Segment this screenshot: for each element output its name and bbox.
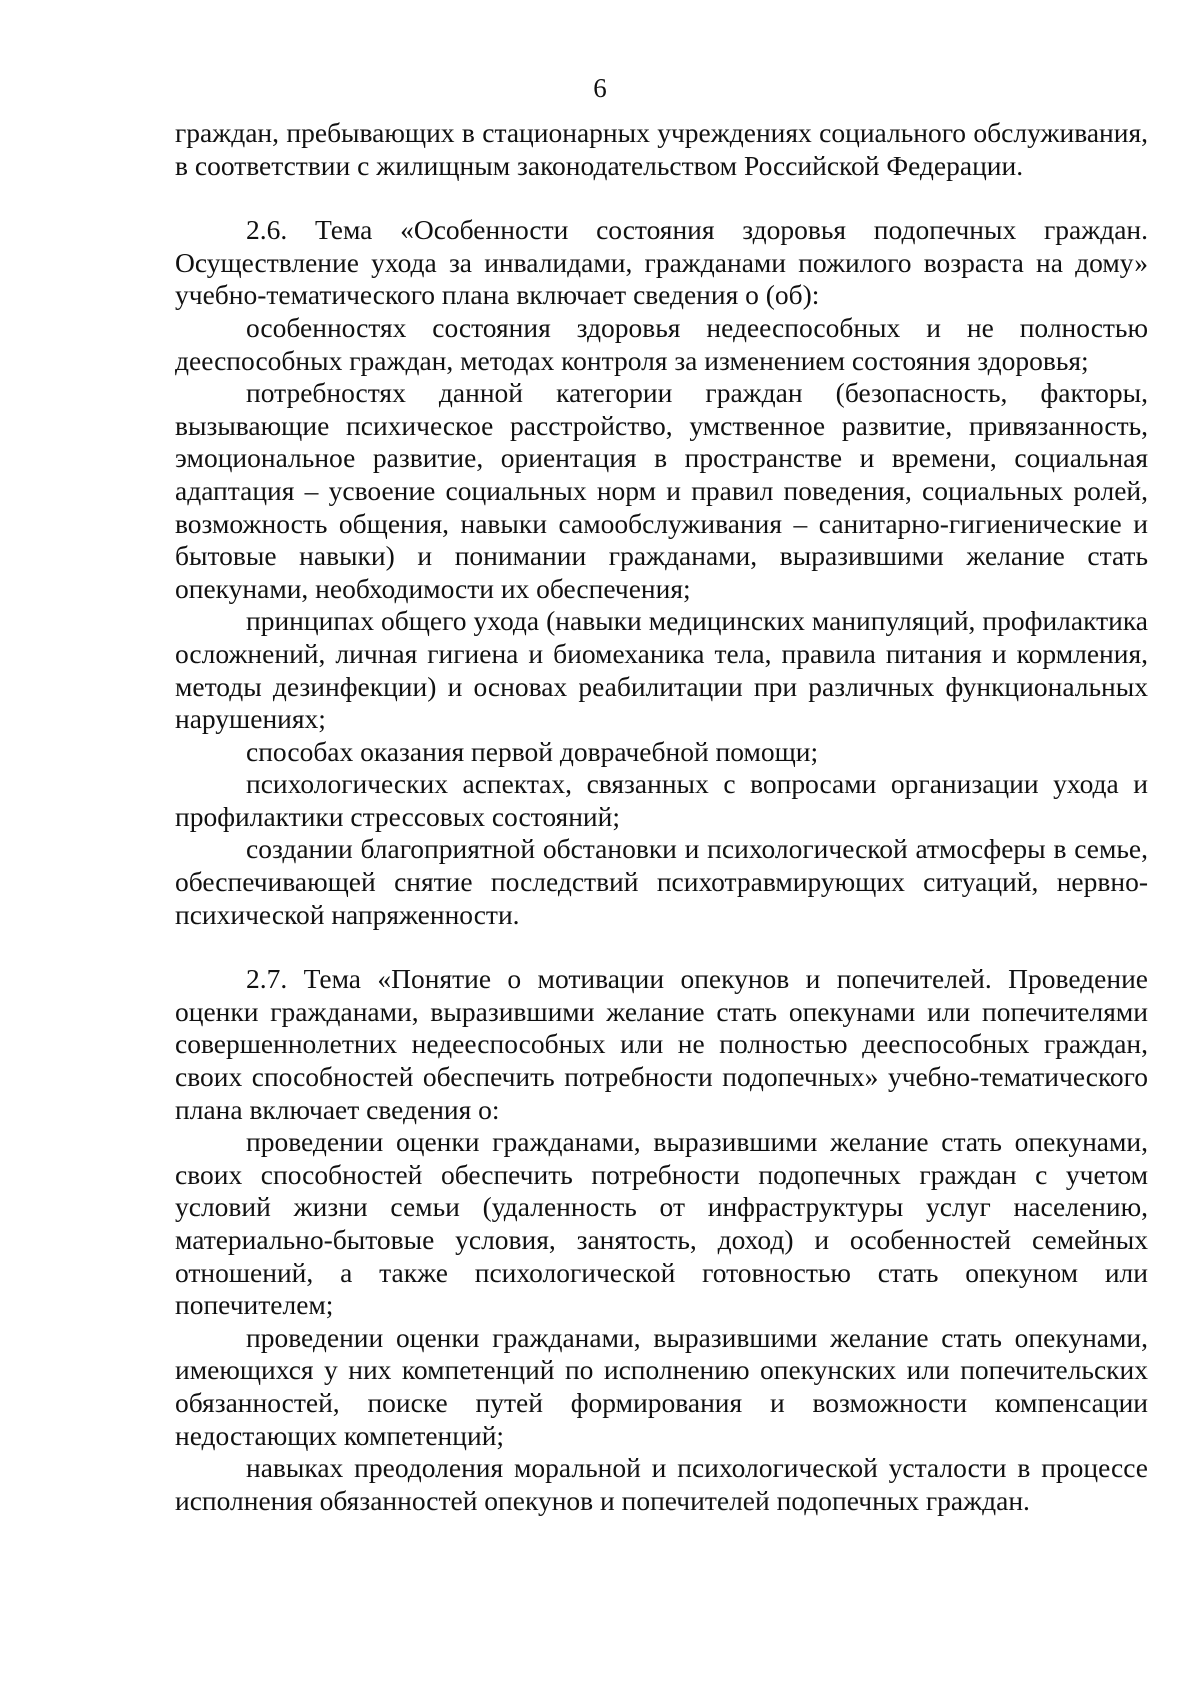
paragraph-health-features: особенностях состояния здоровья недееспособных и не полностью дееспособных граждан, методах контроля за изменением состояния здоровья; bbox=[175, 311, 1148, 376]
section-gap bbox=[175, 931, 1148, 963]
paragraph-assessment-competencies: проведении оценки гражданами, выразившими желание стать опекунами, имеющихся у них компетенций по исполнению опекунских или попечительских обязанностей, поиске путей формирования и возможности компенсации недостающих компетенций; bbox=[175, 1321, 1148, 1451]
paragraph-housing-continuation: граждан, пребывающих в стационарных учреждениях социального обслуживания, в соответствии с жилищным законодательством Российской Федерации. bbox=[175, 117, 1148, 181]
paragraph-first-aid: способах оказания первой доврачебной помощи; bbox=[246, 735, 819, 767]
paragraph-needs: потребностях данной категории граждан (безопасность, факторы, вызывающие психическое расстройство, умственное развитие, привязанность, эмоциональное развитие, ориентация в пространстве и времени, социальная адаптация – усвоение социальных норм и правил поведения, социальных ролей, возможность общения, навыки самообслуживания – санитарно-гигиенические и бытовые навыки) и понимании гражданами, выразившими желание стать опекунами, необходимости их обеспечения; bbox=[175, 377, 1148, 604]
paragraph-psychological-aspects: психологических аспектах, связанных с вопросами организации ухода и профилактики стрессовых состояний; bbox=[175, 768, 1148, 832]
paragraph-topic-2-6-heading: 2.6. Тема «Особенности состояния здоровья подопечных граждан. Осуществление ухода за инвалидами, гражданами пожилого возраста на дому» учебно-тематического плана включает сведения о (об): bbox=[175, 214, 1148, 311]
paragraph-family-atmosphere: создании благоприятной обстановки и психологической атмосферы в семье, обеспечивающей снятие последствий психотравмирующих ситуаций, нервно-психической напряженности. bbox=[175, 833, 1148, 930]
section-gap bbox=[175, 182, 1148, 214]
document-body bbox=[175, 117, 1148, 1517]
paragraph-assessment-abilities: проведении оценки гражданами, выразившими желание стать опекунами, своих способностей обеспечить потребности подопечных граждан с учетом условий жизни семьи (удаленность от инфраструктуры услуг населению, материально-бытовые условия, занятость, доход) и особенностей семейных отношений, а также психологической готовностью стать опекуном или попечителем; bbox=[175, 1126, 1148, 1321]
paragraph-fatigue-skills: навыках преодоления моральной и психологической усталости в процессе исполнения обязанностей опекунов и попечителей подопечных граждан. bbox=[175, 1452, 1148, 1516]
paragraph-topic-2-7-heading: 2.7. Тема «Понятие о мотивации опекунов и попечителей. Проведение оценки гражданами, выразившими желание стать опекунами или попечителями совершеннолетних недееспособных или не полностью дееспособных граждан, своих способностей обеспечить потребности подопечных» учебно-тематического плана включает сведения о: bbox=[175, 963, 1148, 1125]
paragraph-care-principles: принципах общего ухода (навыки медицинских манипуляций, профилактика осложнений, личная гигиена и биомеханика тела, правила питания и кормления, методы дезинфекции) и основах реабилитации при различных функциональных нарушениях; bbox=[175, 605, 1148, 735]
page-number: 6 bbox=[593, 73, 607, 103]
